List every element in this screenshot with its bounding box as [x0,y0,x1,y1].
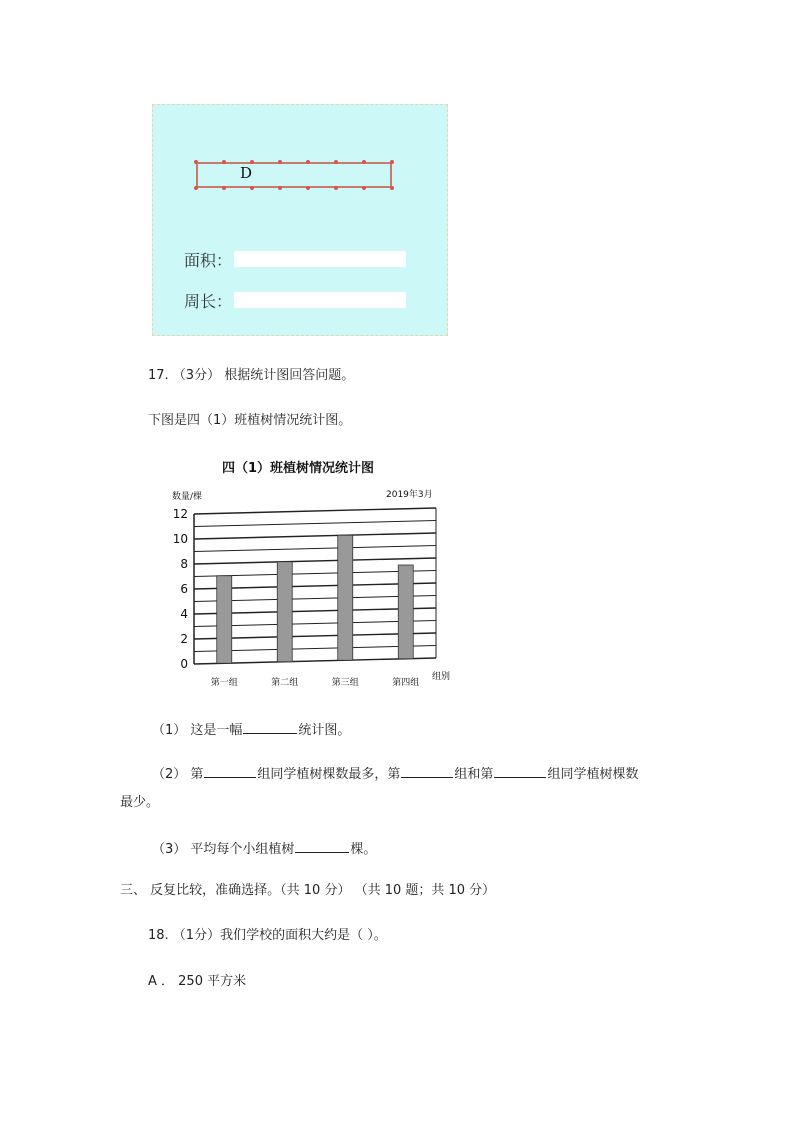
sub3-answer-blank[interactable] [295,838,349,853]
shape-edge-dot [222,186,226,190]
chart-y-tick-label: 4 [180,607,188,621]
shape-edge-dot [278,160,282,164]
shape-edge-dot [334,160,338,164]
chart-date: 2019年3月 [386,490,433,500]
sub1-prefix: （1） 这是一幅 [152,723,243,738]
shape-edge-dot [194,186,198,190]
chart-y-tick-label: 2 [180,632,188,646]
chart-gridline [194,546,436,552]
question-17-sub3 [152,838,376,859]
sub2-answer-blank-2[interactable] [401,763,453,778]
shape-edge-dot [222,160,226,164]
shape-edge-dot [194,160,198,164]
sub3-suffix: 棵。 [350,842,377,857]
sub2-prefix: （2） 第 [152,767,204,782]
chart-x-tick-label: 第二组 [271,678,299,688]
shape-edge-dot [278,186,282,190]
chart-bar-2 [277,562,292,662]
chart-x-axis-label: 组别 [432,672,450,682]
chart-gridline [194,521,436,527]
sub1-suffix: 统计图。 [298,723,351,738]
shape-edge-dot [334,186,338,190]
chart-y-tick-label: 6 [180,582,188,596]
chart-y-tick-label: 12 [172,507,188,521]
shape-edge-dot [306,186,310,190]
chart-bar-3 [338,535,353,660]
sub2-mid2: 组和第 [454,767,494,782]
chart-x-tick-label: 第一组 [210,678,238,688]
chart-gridline [194,533,436,539]
chart-gridline [194,508,436,514]
chart-bar-4 [398,565,413,659]
question-17-intro: 下图是四（1）班植树情况统计图。 [148,413,352,428]
sub2-answer-blank-3[interactable] [494,763,546,778]
rectangle-d-shape [196,162,392,188]
sub2-suffix: 组同学植树棵数 [547,767,639,782]
tree-planting-bar-chart [146,452,450,692]
question-17-sub1 [152,719,350,740]
question-18-option-a[interactable]: A ． 250 平方米 [148,974,247,989]
chart-y-axis-label: 数量/棵 [172,492,203,502]
shape-edge-dot [390,160,394,164]
question-17-sub2-line2: 最少。 [120,795,160,810]
perimeter-answer-field[interactable] [234,292,406,308]
section-3-header: 三、 反复比较，准确选择。（共 10 分） （共 10 题；共 10 分） [120,883,496,898]
chart-x-tick-label: 第三组 [331,678,359,688]
question-17-sub2 [152,763,638,784]
shape-edge-dot [362,160,366,164]
shape-edge-dot [362,186,366,190]
chart-title: 四（1）班植树情况统计图 [221,461,375,476]
sub3-prefix: （3） 平均每个小组植树 [152,842,295,857]
area-answer-field[interactable] [234,251,406,267]
question-17-header: 17. （3分） 根据统计图回答问题。 [148,368,355,383]
chart-y-tick-label: 10 [172,532,188,546]
question-18-header: 18. （1分）我们学校的面积大约是（ ）。 [148,928,387,943]
shape-label: D [240,164,253,182]
shape-edge-dot [306,160,310,164]
chart-bar-1 [217,576,232,664]
chart-y-tick-label: 8 [180,557,188,571]
chart-x-tick-label: 第四组 [392,678,420,688]
shape-edge-dot [390,186,394,190]
shape-edge-dot [250,186,254,190]
area-label: 面积： [184,251,233,270]
sub2-mid1: 组同学植树棵数最多，第 [257,767,401,782]
sub2-answer-blank-1[interactable] [204,763,256,778]
chart-y-tick-label: 0 [180,657,188,671]
perimeter-label: 周长： [184,292,233,311]
sub1-answer-blank[interactable] [243,719,297,734]
chart-gridline [194,558,436,564]
